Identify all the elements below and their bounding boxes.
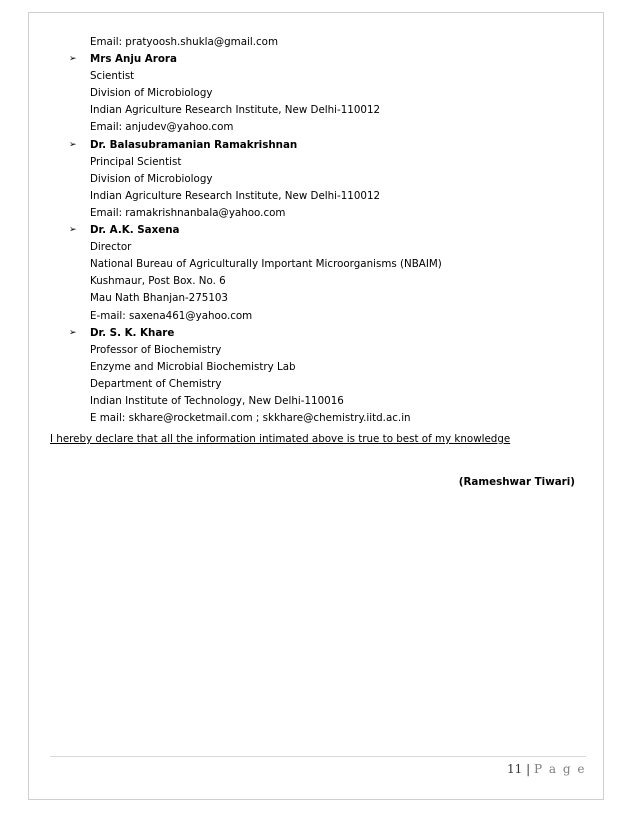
- referee-designation: Scientist: [90, 70, 135, 83]
- referee-division: Division of Microbiology: [90, 87, 213, 100]
- referee-institute: National Bureau of Agriculturally Important Microorganisms (NBAIM): [90, 258, 442, 271]
- referee-address: Mau Nath Bhanjan-275103: [90, 292, 228, 305]
- referee-email: Email: pratyoosh.shukla@gmail.com: [90, 36, 278, 48]
- referee-name: [50, 51, 600, 68]
- declaration-statement: I hereby declare that all the information intimated above is true to best of my knowledge: [50, 433, 511, 445]
- referee-name-text: Dr. Balasubramanian Ramakrishnan: [90, 138, 298, 151]
- referee-name: [50, 325, 600, 342]
- referee-name-text: Mrs Anju Arora: [90, 53, 177, 66]
- referee-designation: Principal Scientist: [90, 155, 182, 168]
- referee-email: Email: anjudev@yahoo.com: [90, 121, 234, 134]
- page-label: P a g e: [534, 762, 586, 776]
- footer-divider: [50, 756, 586, 757]
- referee-designation: Director: [90, 241, 132, 254]
- referee-institute: Indian Institute of Technology, New Delhi-110016: [90, 394, 344, 407]
- referee-name-text: Dr. A.K. Saxena: [90, 224, 180, 237]
- referee-institute: Indian Agriculture Research Institute, New Delhi-110012: [90, 104, 381, 117]
- arrow-bullet-icon: ➢: [69, 54, 77, 65]
- referee-email: Email: ramakrishnanbala@yahoo.com: [90, 206, 286, 219]
- signature-name: (Rameshwar Tiwari): [458, 476, 575, 488]
- referee-department: Department of Chemistry: [90, 377, 222, 390]
- arrow-bullet-icon: ➢: [69, 327, 77, 338]
- referee-name: [50, 137, 600, 154]
- referee-division: Division of Microbiology: [90, 172, 213, 185]
- arrow-bullet-icon: ➢: [69, 225, 77, 236]
- referee-name-text: Dr. S. K. Khare: [90, 326, 175, 339]
- page-number: 11: [507, 762, 523, 776]
- referee-designation: Professor of Biochemistry: [90, 343, 222, 356]
- referee-email: E-mail: saxena461@yahoo.com: [90, 309, 253, 322]
- referee-email: E mail: skhare@rocketmail.com ; skkhare@chemistry.iitd.ac.in: [90, 412, 411, 425]
- referee-lab: Enzyme and Microbial Biochemistry Lab: [90, 360, 296, 373]
- document-body: [50, 34, 600, 488]
- arrow-bullet-icon: ➢: [69, 139, 77, 150]
- footer-separator: |: [526, 762, 531, 776]
- referee-address: Kushmaur, Post Box. No. 6: [90, 275, 226, 288]
- page-footer: [507, 762, 586, 776]
- referee-institute: Indian Agriculture Research Institute, New Delhi-110012: [90, 189, 381, 202]
- referee-name: [50, 222, 600, 239]
